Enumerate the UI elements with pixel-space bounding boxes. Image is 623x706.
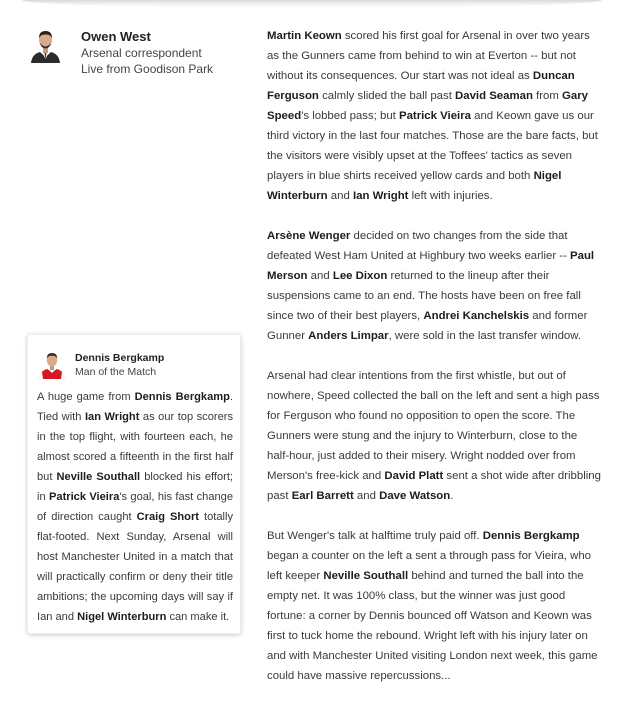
author-byline	[29, 26, 249, 76]
author-location: Live from Goodison Park	[81, 62, 214, 76]
player-name-highlight: Ian Wright	[352, 190, 409, 202]
article-paragraph: Arsenal had clear intentions from the first whistle, but out of nowhere, Speed collected the ball on the left and sent a high pass for Ferguson who found no opposition to open the score. The Gunners were stung and the injury to Winterburn, close to the half-hour, just added to their misery. Wright nodded over from Merson's free-kick and David Platt sent a shot wide after dribbling past Earl Barrett and Dave Watson.	[267, 370, 601, 502]
player-name-highlight: Patrick Vieira	[49, 491, 120, 503]
player-name-highlight: Neville Southall	[323, 570, 409, 582]
player-name-highlight: David Seaman	[455, 90, 533, 102]
player-name-highlight: Ian Wright	[84, 411, 140, 423]
player-name-highlight: Lee Dixon	[332, 270, 388, 282]
author-role: Arsenal correspondent	[81, 46, 202, 60]
player-name-highlight: Craig Short	[136, 511, 199, 523]
player-name-highlight: Dennis Bergkamp	[482, 530, 580, 542]
player-name-highlight: Dennis Bergkamp	[134, 391, 230, 403]
article-paragraph: But Wenger's talk at halftime truly paid off. Dennis Bergkamp began a counter on the left a sent a through pass for Vieira, who left keeper Neville Southall behind and turned the ball into the empty net. It was 100% class, but the winner was just good fortune: a corner by Dennis bounced off Watson and Keown was first to tuck home the rebound. Wright left with his injury later on and with Manchester United visiting London next week, this game could have massive repercussions...	[267, 530, 598, 682]
player-name-highlight: Patrick Vieira	[398, 110, 471, 122]
motm-description: A huge game from Dennis Bergkamp. Tied with Ian Wright as our top scorers in the top flight, with fourteen each, he almost scored a fifteenth in the first half but Neville Southall blocked his effort; in Patrick Vieira's goal, his fast change of direction caught Craig Short totally flat-footed. Next Sunday, Arsenal will host Manchester United in a match that will practically confirm or deny their title ambitions; the upcoming days will say if Ian and Nigel Winterburn can make it.	[37, 391, 234, 623]
player-name-highlight: Nigel Winterburn	[77, 611, 167, 623]
player-name-highlight: Nigel Winterburn	[267, 170, 562, 202]
author-name: Owen West	[81, 29, 151, 44]
player-name-highlight: Earl Barrett	[291, 490, 354, 502]
player-name-highlight: Dave Watson	[379, 490, 451, 502]
top-shadow-divider	[22, 0, 602, 8]
player-name-highlight: Neville Southall	[56, 471, 141, 483]
player-name-highlight: David Platt	[384, 470, 444, 482]
player-name-highlight: Gary Speed	[267, 90, 588, 122]
motm-label: Man of the Match	[75, 366, 157, 378]
player-name-highlight: Paul Merson	[267, 250, 595, 282]
player-name-highlight: Arsène Wenger	[267, 230, 351, 242]
player-name-highlight: Martin Keown	[267, 30, 342, 42]
article-paragraph: Arsène Wenger decided on two changes from the side that defeated West Ham United at Highbury two weeks earlier -- Paul Merson and Lee Dixon returned to the lineup after their suspensions came to an end. The hosts have been on free fall since two of their best players, Andrei Kanchelskis and former Gunner Anders Limpar, were sold in the last transfer window.	[267, 230, 595, 342]
match-report-article	[267, 26, 602, 706]
motm-player-name: Dennis Bergkamp	[75, 352, 165, 364]
player-avatar-icon	[38, 349, 66, 379]
player-name-highlight: Andrei Kanchelskis	[423, 310, 530, 322]
article-paragraph: Martin Keown scored his first goal for Arsenal in over two years as the Gunners came from behind to win at Everton -- but not without its consequences. Our start was not ideal as Duncan Ferguson calmly slided the ball past David Seaman from Gary Speed's lobbed pass; but Patrick Vieira and Keown gave us our third victory in the last four matches. Those are the bare facts, but the visitors were visibly upset at the Toffees' tactics as seven players in blue shirts received yellow cards and both Nigel Winterburn and Ian Wright left with injuries.	[267, 30, 598, 202]
man-of-the-match-card	[27, 334, 241, 634]
author-avatar-icon	[29, 26, 62, 63]
player-name-highlight: Anders Limpar	[308, 330, 389, 342]
player-name-highlight: Duncan Ferguson	[267, 70, 575, 102]
